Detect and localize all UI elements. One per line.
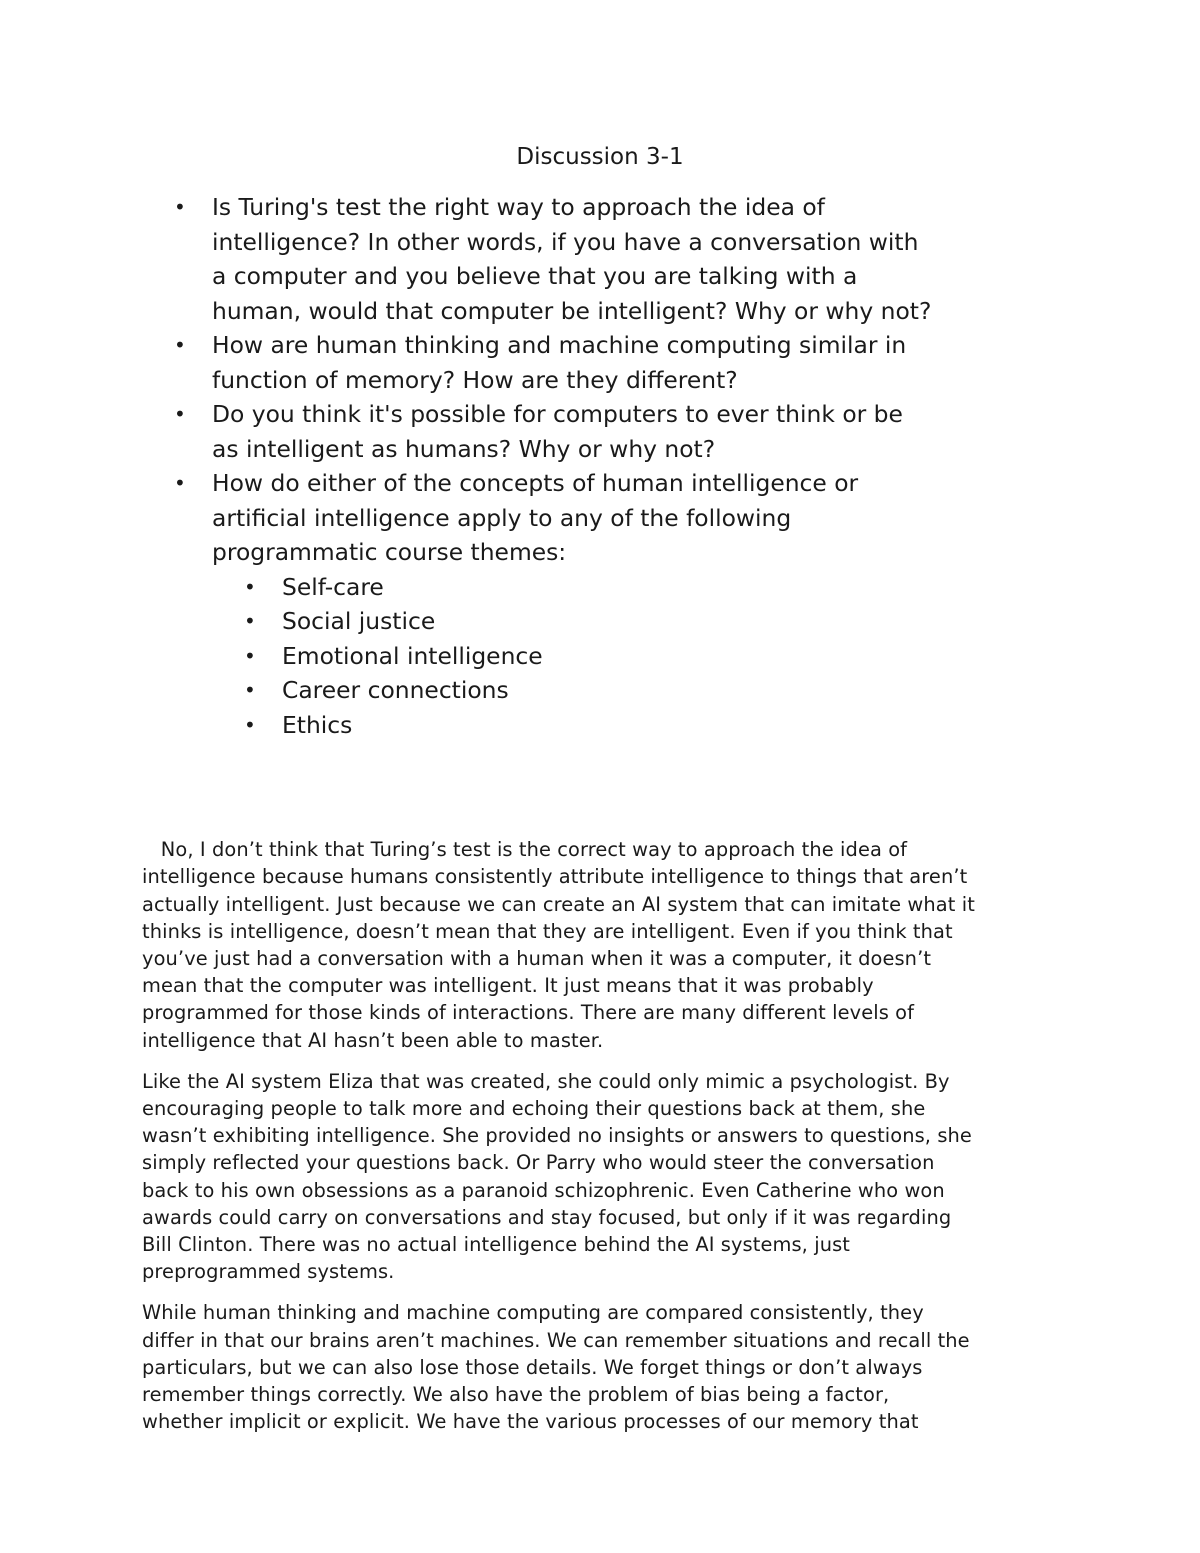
question-item (170, 466, 1070, 742)
paragraph-line: While human thinking and machine computing are compared consistently, they (142, 1301, 924, 1325)
question-line: function of memory? How are they different? (212, 365, 738, 394)
paragraph-line: you’ve just had a conversation with a human when it was a computer, it doesn’t (142, 947, 932, 971)
paragraph-line: programmed for those kinds of interactions. There are many different levels of (142, 1001, 915, 1025)
theme-item (244, 673, 1070, 708)
discussion-questions-list (170, 190, 1070, 742)
theme-item (244, 604, 1070, 639)
bullet-icon: • (244, 643, 256, 668)
paragraph-line: Bill Clinton. There was no actual intelligence behind the AI systems, just (142, 1233, 850, 1257)
paragraph-line: differ in that our brains aren’t machines. We can remember situations and recall the (142, 1328, 970, 1352)
paragraph-line: preprogrammed systems. (142, 1260, 395, 1284)
response-paragraph (142, 1299, 1072, 1435)
paragraph-line: thinks is intelligence, doesn’t mean that they are intelligent. Even if you think that (142, 919, 953, 943)
theme-item (244, 570, 1070, 605)
theme-item (244, 639, 1070, 674)
question-line: artificial intelligence apply to any of the following (212, 503, 792, 532)
paragraph-line: Like the AI system Eliza that was created, she could only mimic a psychologist. By (142, 1069, 950, 1093)
theme-label: Social justice (282, 607, 436, 635)
paragraph-line: wasn’t exhibiting intelligence. She provided no insights or answers to questions, she (142, 1124, 972, 1148)
paragraph-line: back to his own obsessions as a paranoid schizophrenic. Even Catherine who won (142, 1178, 945, 1202)
question-line: How do either of the concepts of human intelligence or (212, 469, 859, 497)
paragraph-line: awards could carry on conversations and stay focused, but only if it was regarding (142, 1205, 952, 1229)
question-line: Do you think it's possible for computers to ever think or be (212, 400, 903, 428)
question-line: Is Turing's test the right way to approach the idea of (212, 193, 825, 221)
question-line: human, would that computer be intelligent? Why or why not? (212, 296, 932, 325)
question-line: a computer and you believe that you are talking with a (212, 262, 858, 290)
response-paragraph (142, 1068, 1072, 1286)
question-item (170, 190, 1070, 328)
bullet-icon: • (174, 333, 186, 357)
theme-item (244, 708, 1070, 743)
bullet-icon: • (244, 712, 256, 737)
response-body (142, 809, 1072, 1449)
paragraph-line: particulars, but we can also lose those details. We forget things or don’t always (142, 1355, 923, 1379)
bullet-icon: • (174, 471, 186, 495)
bullet-icon: • (174, 402, 186, 426)
theme-label: Ethics (282, 710, 353, 739)
theme-label: Emotional intelligence (282, 641, 543, 670)
paragraph-line: simply reflected your questions back. Or Parry who would steer the conversation (142, 1151, 935, 1175)
paragraph-line: mean that the computer was intelligent. It just means that it was probably (142, 974, 874, 998)
paragraph-line: actually intelligent. Just because we can create an AI system that can imitate what it (142, 892, 975, 916)
paragraph-line: No, I don’t think that Turing’s test is the correct way to approach the idea of (142, 838, 908, 862)
bullet-icon: • (244, 609, 256, 633)
question-line: intelligence? In other words, if you have a conversation with (212, 227, 919, 256)
document-title: Discussion 3-1 (516, 144, 684, 170)
paragraph-line: intelligence that AI hasn’t been able to master. (142, 1028, 604, 1052)
paragraph-line: encouraging people to talk more and echoing their questions back at them, she (142, 1097, 926, 1121)
question-line: How are human thinking and machine computing similar in (212, 331, 907, 359)
paragraph-line: intelligence because humans consistently attribute intelligence to things that aren’t (142, 865, 968, 889)
paragraph-line: remember things correctly. We also have the problem of bias being a factor, (142, 1383, 890, 1407)
bullet-icon: • (174, 195, 186, 219)
question-line: programmatic course themes: (212, 538, 567, 566)
question-line: as intelligent as humans? Why or why not? (212, 434, 716, 463)
theme-label: Career connections (282, 676, 509, 704)
paragraph-line: whether implicit or explicit. We have the various processes of our memory that (142, 1410, 919, 1434)
theme-label: Self-care (282, 572, 384, 601)
course-themes-list (212, 570, 1070, 743)
response-paragraph (142, 809, 1072, 1054)
bullet-icon: • (244, 574, 256, 599)
bullet-icon: • (244, 678, 256, 702)
question-item (170, 328, 1070, 397)
question-item (170, 397, 1070, 466)
